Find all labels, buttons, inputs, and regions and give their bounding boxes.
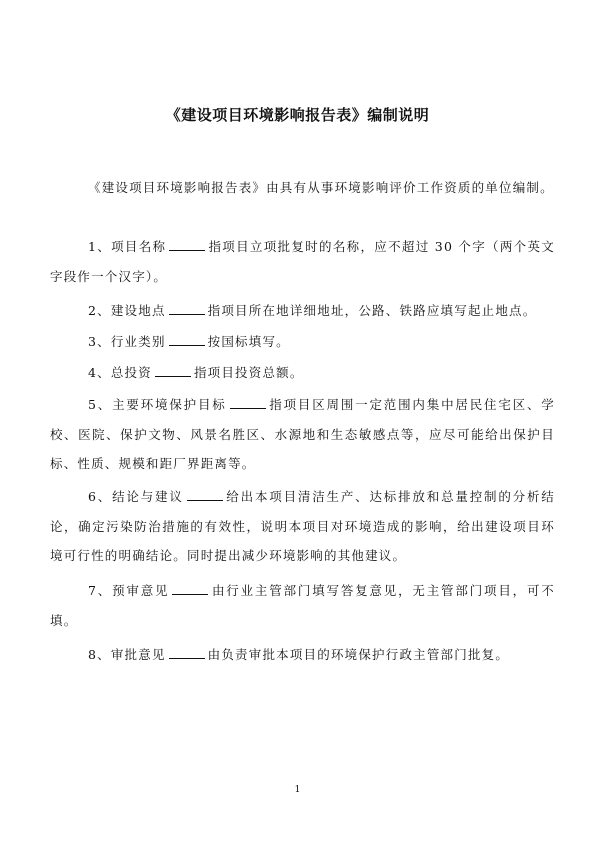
item-description: 给出本项目清洁生产、达标排放和总量控制的分析结论，确定污染防治措施的有效性，说明本项目对环境造成的影响，给出建设项目环境可行性的明确结论。同时提出减少环境影响的其他建议。 [50, 489, 555, 563]
item-protection-targets [50, 390, 555, 479]
blank-line [169, 645, 205, 659]
item-description: 指项目区周围一定范围内集中居民住宅区、学校、医院、保护文物、风景名胜区、水源地和生态敏感点等，应尽可能给出保护目标、性质、规模和距厂界距离等。 [50, 397, 555, 471]
blank-line [187, 487, 223, 501]
item-label: 3、行业类别 [88, 334, 166, 349]
item-label: 8、审批意见 [88, 647, 166, 662]
blank-line [230, 395, 266, 409]
intro-paragraph: 《建设项目环境影响报告表》由具有从事环境影响评价工作资质的单位编制。 [88, 180, 554, 195]
item-preliminary-review [50, 576, 555, 635]
item-approval-opinion [50, 640, 555, 670]
blank-line [155, 363, 191, 377]
item-description: 指项目投资总额。 [193, 365, 304, 380]
item-description: 指项目立项批复时的名称，应不超过 30 个字（两个英文字段作一个汉字）。 [50, 239, 555, 284]
item-label: 6、结论与建议 [88, 489, 184, 504]
blank-line [172, 581, 208, 595]
item-description: 由负责审批本项目的环境保护行政主管部门批复。 [207, 647, 510, 662]
item-total-investment [50, 358, 555, 388]
item-label: 7、预审意见 [88, 583, 170, 598]
blank-line [169, 332, 205, 346]
item-description: 按国标填写。 [207, 334, 290, 349]
item-label: 1、项目名称 [88, 239, 167, 254]
item-location [50, 296, 555, 326]
blank-line [169, 301, 205, 315]
item-description: 指项目所在地详细地址，公路、铁路应填写起止地点。 [207, 303, 537, 318]
item-label: 5、主要环境保护目标 [88, 397, 227, 412]
document-title: 《建设项目环境影响报告表》编制说明 [165, 106, 430, 124]
item-conclusion [50, 482, 555, 571]
item-description: 由行业主管部门填写答复意见，无主管部门项目，可不填。 [50, 583, 555, 628]
item-industry-category [50, 327, 555, 357]
item-project-name [50, 232, 555, 291]
item-label: 4、总投资 [88, 365, 152, 380]
item-label: 2、建设地点 [88, 303, 166, 318]
blank-line [169, 237, 205, 251]
page-number: 1 [294, 785, 301, 795]
